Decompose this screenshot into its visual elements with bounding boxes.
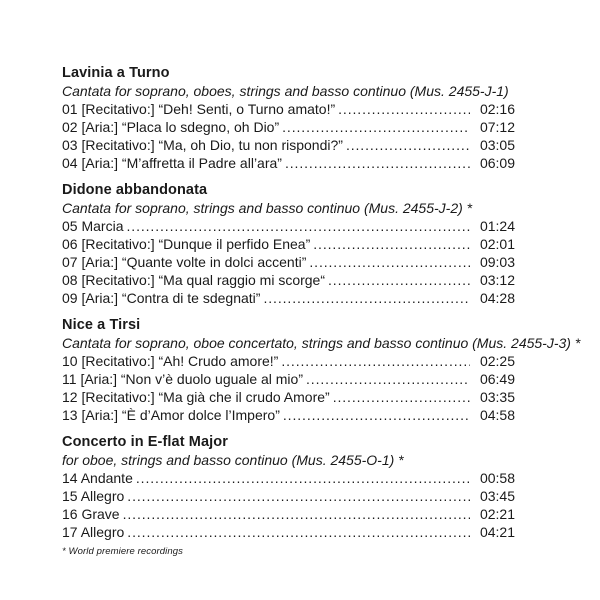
track-title: [Aria:] “È d’Amor dolce l’Impero” bbox=[81, 407, 280, 423]
track-row bbox=[62, 487, 515, 505]
track-row bbox=[62, 505, 515, 523]
section-title: Nice a Tirsi bbox=[62, 317, 141, 333]
track-number: 14 bbox=[62, 470, 78, 486]
track-row bbox=[62, 271, 515, 289]
work-section-nice-a-tirsi bbox=[62, 316, 581, 424]
work-section-didone-abbandonata bbox=[62, 181, 515, 307]
section-subtitle: for oboe, strings and basso continuo (Mus. 2455-O-1) * bbox=[62, 452, 404, 468]
track-title: [Aria:] “Non v’è duolo uguale al mio” bbox=[80, 371, 303, 387]
track-title: [Aria:] “Contra di te sdegnati” bbox=[81, 290, 261, 306]
track-time: 03:35 bbox=[479, 389, 515, 405]
dots-leader bbox=[263, 289, 470, 307]
track-time: 01:24 bbox=[479, 218, 515, 234]
dots-leader bbox=[306, 370, 470, 388]
track-time: 02:16 bbox=[479, 101, 515, 117]
track-number: 03 bbox=[62, 137, 78, 153]
track-text bbox=[62, 370, 303, 388]
track-text bbox=[62, 469, 133, 487]
track-text bbox=[62, 235, 310, 253]
track-title: [Aria:] “M’affretta il Padre all’ara” bbox=[81, 155, 282, 171]
track-row bbox=[62, 370, 515, 388]
track-number: 07 bbox=[62, 254, 78, 270]
track-row bbox=[62, 136, 515, 154]
track-row bbox=[62, 523, 515, 541]
track-text bbox=[62, 253, 306, 271]
track-number: 04 bbox=[62, 155, 78, 171]
track-title: [Recitativo:] “Deh! Senti, o Turno amato!” bbox=[81, 101, 336, 117]
dots-leader bbox=[285, 154, 470, 172]
work-section-concerto-e-flat bbox=[62, 433, 515, 541]
track-time: 09:03 bbox=[479, 254, 515, 270]
track-title: [Aria:] “Quante volte in dolci accenti” bbox=[81, 254, 307, 270]
dots-leader bbox=[123, 505, 470, 523]
track-text bbox=[62, 100, 335, 118]
track-row bbox=[62, 406, 515, 424]
track-text bbox=[62, 289, 260, 307]
section-subtitle: Cantata for soprano, oboe concertato, strings and basso continuo (Mus. 2455-J-3) * bbox=[62, 335, 581, 351]
track-text bbox=[62, 118, 279, 136]
track-number: 16 bbox=[62, 506, 78, 522]
track-number: 02 bbox=[62, 119, 78, 135]
section-title: Concerto in E-flat Major bbox=[62, 434, 228, 450]
dots-leader bbox=[333, 388, 470, 406]
track-number: 08 bbox=[62, 272, 78, 288]
track-row bbox=[62, 388, 515, 406]
track-number: 13 bbox=[62, 407, 78, 423]
dots-leader bbox=[281, 352, 470, 370]
track-row bbox=[62, 253, 515, 271]
track-time: 02:21 bbox=[479, 506, 515, 522]
track-row bbox=[62, 217, 515, 235]
track-text bbox=[62, 406, 280, 424]
track-title: Grave bbox=[81, 506, 120, 522]
track-title: Allegro bbox=[80, 524, 125, 540]
track-row bbox=[62, 289, 515, 307]
track-time: 07:12 bbox=[479, 119, 515, 135]
section-title: Lavinia a Turno bbox=[62, 65, 170, 81]
track-text bbox=[62, 136, 343, 154]
track-row bbox=[62, 154, 515, 172]
track-time: 00:58 bbox=[479, 470, 515, 486]
track-text bbox=[62, 505, 120, 523]
track-row bbox=[62, 100, 515, 118]
track-text bbox=[62, 388, 330, 406]
track-title: Allegro bbox=[80, 488, 125, 504]
section-subtitle: Cantata for soprano, oboes, strings and basso continuo (Mus. 2455-J-1) bbox=[62, 83, 509, 99]
track-time: 06:09 bbox=[479, 155, 515, 171]
track-title: [Recitativo:] “Ah! Crudo amore!” bbox=[81, 353, 279, 369]
dots-leader bbox=[126, 217, 470, 235]
track-text bbox=[62, 352, 278, 370]
track-row bbox=[62, 469, 515, 487]
track-number: 17 bbox=[62, 524, 78, 540]
dots-leader bbox=[313, 235, 470, 253]
tracklist-content bbox=[62, 64, 581, 558]
track-text bbox=[62, 523, 124, 541]
track-title: [Aria:] “Placa lo sdegno, oh Dio” bbox=[81, 119, 280, 135]
track-number: 06 bbox=[62, 236, 78, 252]
dots-leader bbox=[283, 406, 470, 424]
track-time: 02:01 bbox=[479, 236, 515, 252]
track-time: 04:28 bbox=[479, 290, 515, 306]
track-text bbox=[62, 271, 325, 289]
track-time: 03:12 bbox=[479, 272, 515, 288]
footnote: * World premiere recordings bbox=[62, 546, 183, 557]
track-row bbox=[62, 235, 515, 253]
track-number: 11 bbox=[62, 371, 77, 387]
track-number: 10 bbox=[62, 353, 78, 369]
track-number: 05 bbox=[62, 218, 78, 234]
work-section-lavinia-a-turno bbox=[62, 64, 515, 172]
track-title: Andante bbox=[80, 470, 133, 486]
track-title: [Recitativo:] “Ma, oh Dio, tu non rispondi?” bbox=[81, 137, 343, 153]
track-row bbox=[62, 118, 515, 136]
dots-leader bbox=[328, 271, 470, 289]
dots-leader bbox=[136, 469, 470, 487]
dots-leader bbox=[346, 136, 470, 154]
dots-leader bbox=[282, 118, 470, 136]
track-title: Marcia bbox=[81, 218, 124, 234]
track-text bbox=[62, 154, 282, 172]
track-time: 06:49 bbox=[479, 371, 515, 387]
track-number: 12 bbox=[62, 389, 78, 405]
track-text bbox=[62, 487, 124, 505]
track-text bbox=[62, 217, 123, 235]
dots-leader bbox=[338, 100, 470, 118]
track-number: 09 bbox=[62, 290, 78, 306]
track-time: 04:21 bbox=[479, 524, 515, 540]
track-time: 03:45 bbox=[479, 488, 515, 504]
track-title: [Recitativo:] “Ma già che il crudo Amore” bbox=[81, 389, 330, 405]
dots-leader bbox=[127, 523, 470, 541]
section-title: Didone abbandonata bbox=[62, 182, 208, 198]
section-subtitle: Cantata for soprano, strings and basso continuo (Mus. 2455-J-2) * bbox=[62, 200, 473, 216]
track-number: 01 bbox=[62, 101, 78, 117]
track-time: 02:25 bbox=[479, 353, 515, 369]
track-row bbox=[62, 352, 515, 370]
dots-leader bbox=[127, 487, 470, 505]
dots-leader bbox=[309, 253, 470, 271]
track-time: 04:58 bbox=[479, 407, 515, 423]
track-title: [Recitativo:] “Dunque il perfido Enea” bbox=[81, 236, 311, 252]
track-title: [Recitativo:] “Ma qual raggio mi scorge“ bbox=[81, 272, 326, 288]
track-time: 03:05 bbox=[479, 137, 515, 153]
track-number: 15 bbox=[62, 488, 78, 504]
